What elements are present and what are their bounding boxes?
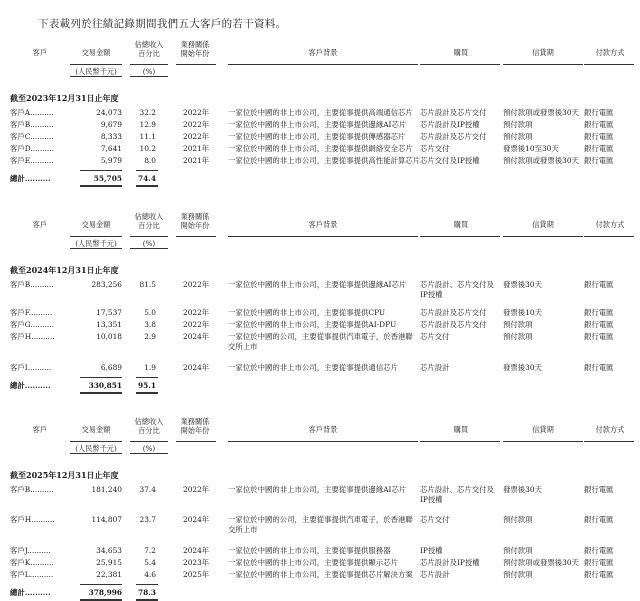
subtotal-rule (80, 584, 122, 585)
header-rule (130, 453, 168, 454)
header-rule (70, 236, 122, 237)
purchase-type: 芯片設計及芯片交付 (420, 132, 487, 141)
revenue-percent: 10.2 (139, 144, 156, 153)
credit-period: 發票後30天 (503, 485, 542, 494)
payment-method-header: 付款方式 (595, 48, 625, 57)
purchase-type: 芯片設計及IP授權 (420, 120, 480, 129)
revenue-percent: 4.6 (144, 570, 156, 579)
relationship-year-header: 業務關係開始年份 (180, 40, 210, 58)
purchase-header: 購買 (453, 48, 469, 57)
customer-background: 一家位於中國的非上市公司，主要從事提供服務器 (228, 546, 391, 555)
amount-header: 交易金額 (81, 48, 111, 57)
customer-header: 客戶 (32, 425, 48, 434)
relationship-start-year: 2022年 (183, 120, 210, 129)
customer-background: 一家位於中國的公司，主要從事提供汽車電子，於香港聯交所上市 (228, 332, 413, 351)
payment-method: 銀行電匯 (584, 515, 614, 524)
credit-period: 預付款項或發票後30天 (503, 558, 579, 567)
relationship-start-year: 2025年 (183, 570, 210, 579)
subtotal-rule (136, 377, 158, 378)
background-header: 客戶背景 (308, 220, 338, 229)
customer-background: 一家位於中國的非上市公司，主要從事提供高端通信芯片 (228, 108, 413, 117)
header-rule (176, 441, 216, 442)
intro-text: 下表載列於往績記錄期間我們五大客戶的若干資料。 (38, 18, 287, 30)
total-amount: 378,996 (88, 588, 122, 597)
customer-background: 一家位於中國的非上市公司，主要從事提供高性能計算芯片 (228, 156, 421, 165)
amount-unit: (人民幣千元) (75, 239, 117, 248)
customer-name: 客戶J.......... (10, 546, 51, 555)
customer-name: 客戶B.......... (10, 485, 54, 494)
customer-background: 一家位於中國的非上市公司，主要從事提供AI-DPU (228, 320, 397, 329)
customer-background: 一家位於中國的非上市公司，主要從事提供邊緣AI芯片 (228, 485, 407, 494)
header-rule (584, 64, 634, 65)
customer-background: 一家位於中國的非上市公司，主要從事提供網絡安全芯片 (228, 144, 413, 153)
total-label: 總計.......... (10, 381, 51, 390)
credit-period: 預付款項 (503, 570, 533, 579)
header-rule (70, 64, 122, 65)
total-double-rule (80, 392, 122, 394)
credit-period: 預付款項 (503, 132, 533, 141)
payment-method: 銀行電匯 (584, 144, 614, 153)
total-double-rule (136, 392, 158, 394)
total-double-rule (136, 185, 158, 187)
revenue-percent: 7.2 (144, 546, 156, 555)
revenue-percent: 37.4 (139, 485, 156, 494)
amount-unit: (人民幣千元) (75, 67, 117, 76)
revenue-percent: 1.9 (144, 363, 156, 372)
background-header: 客戶背景 (308, 48, 338, 57)
total-label: 總計.......... (10, 174, 51, 183)
purchase-type: 芯片交付及IP授權 (420, 156, 480, 165)
transaction-amount: 25,915 (96, 558, 122, 567)
credit-period-header: 信貸期 (532, 48, 554, 57)
credit-period: 預付款項 (503, 120, 533, 129)
relationship-start-year: 2022年 (183, 280, 210, 289)
header-rule (130, 441, 168, 442)
purchase-type: 芯片設計、芯片交付及IP授權 (420, 485, 494, 504)
payment-method: 銀行電匯 (584, 132, 614, 141)
customer-name: 客戶G.......... (10, 320, 54, 329)
customer-name: 客戶B.......... (10, 120, 54, 129)
customer-background: 一家位於中國的非上市公司，主要從事提供傳感器芯片 (228, 132, 406, 141)
customer-background: 一家位於中國的非上市公司，主要從事提供CPU (228, 308, 386, 317)
period-heading: 截至2024年12月31日止年度 (10, 265, 119, 275)
transaction-amount: 13,351 (96, 320, 122, 329)
customer-name: 客戶I.......... (10, 363, 52, 372)
subtotal-rule (136, 584, 158, 585)
payment-method: 銀行電匯 (584, 363, 614, 372)
transaction-amount: 5,979 (100, 156, 122, 165)
customer-background: 一家位於中國的公司，主要從事提供汽車電子，於香港聯交所上市 (228, 515, 413, 534)
header-rule (503, 64, 583, 65)
purchase-type: 芯片設計、芯片交付及IP授權 (420, 280, 494, 299)
customer-name: 客戶K.......... (10, 558, 54, 567)
header-rule (130, 236, 168, 237)
relationship-start-year: 2021年 (183, 156, 210, 165)
relationship-start-year: 2024年 (183, 515, 210, 524)
header-rule (228, 441, 418, 442)
purchase-type: 芯片設計 (420, 363, 450, 372)
purchase-header: 購買 (453, 425, 469, 434)
credit-period: 發票後10天 (503, 308, 542, 317)
header-rule (584, 236, 634, 237)
transaction-amount: 24,073 (96, 108, 122, 117)
relationship-start-year: 2022年 (183, 485, 210, 494)
background-header: 客戶背景 (308, 425, 338, 434)
payment-method-header: 付款方式 (595, 425, 625, 434)
relationship-year-header: 業務關係開始年份 (180, 212, 210, 230)
relationship-start-year: 2022年 (183, 320, 210, 329)
credit-period: 預付款項或發票後30天 (503, 108, 579, 117)
transaction-amount: 181,240 (91, 485, 122, 494)
customer-background: 一家位於中國的非上市公司，主要從事提供顯示芯片 (228, 558, 398, 567)
customer-name: 客戶B.......... (10, 280, 54, 289)
relationship-start-year: 2022年 (183, 132, 210, 141)
customer-background: 一家位於中國的非上市公司，主要從事提供邊緣AI芯片 (228, 120, 407, 129)
header-rule (228, 64, 418, 65)
relationship-start-year: 2022年 (183, 108, 210, 117)
revenue-percent: 5.0 (144, 308, 156, 317)
credit-period: 發票後30天 (503, 363, 542, 372)
percent-unit: (%) (142, 67, 156, 76)
revenue-percent: 12.9 (139, 120, 156, 129)
customer-name: 客戶F.......... (10, 308, 53, 317)
header-rule (130, 64, 168, 65)
total-amount: 55,705 (93, 174, 122, 183)
revenue-percent: 11.1 (139, 132, 156, 141)
purchase-type: 芯片設計及芯片交付 (420, 308, 487, 317)
revenue-percent: 23.7 (139, 515, 156, 524)
relationship-start-year: 2024年 (183, 332, 210, 341)
subtotal-rule (80, 377, 122, 378)
revenue-percent: 32.2 (139, 108, 156, 117)
purchase-type: IP授權 (420, 546, 443, 555)
payment-method: 銀行電匯 (584, 308, 614, 317)
payment-method: 銀行電匯 (584, 558, 614, 567)
customer-name: 客戶D.......... (10, 144, 54, 153)
revenue-percent: 81.5 (139, 280, 156, 289)
header-rule (228, 236, 418, 237)
purchase-type: 芯片交付 (420, 332, 450, 341)
purchase-type: 芯片設計及IP授權 (420, 558, 480, 567)
purchase-type: 芯片設計 (420, 570, 450, 579)
revenue-percent: 2.9 (144, 332, 156, 341)
purchase-type: 芯片設計及芯片交付 (420, 320, 487, 329)
subtotal-rule (80, 170, 122, 171)
header-rule (70, 453, 122, 454)
transaction-amount: 9,679 (100, 120, 122, 129)
credit-period: 發票後10至30天 (503, 144, 559, 153)
relationship-start-year: 2024年 (183, 363, 210, 372)
transaction-amount: 7,641 (100, 144, 122, 153)
purchase-type: 芯片交付 (420, 144, 450, 153)
payment-method-header: 付款方式 (595, 220, 625, 229)
credit-period: 預付款項 (503, 320, 533, 329)
customer-name: 客戶H.......... (10, 332, 55, 341)
header-rule (503, 441, 583, 442)
customer-name: 客戶H.......... (10, 515, 55, 524)
relationship-start-year: 2021年 (183, 144, 210, 153)
relationship-start-year: 2023年 (183, 558, 210, 567)
subtotal-rule (136, 170, 158, 171)
revenue-percent-header: 佔總收入百分比 (134, 417, 164, 435)
revenue-percent-header: 佔總收入百分比 (134, 212, 164, 230)
customer-background: 一家位於中國的非上市公司，主要從事提供通信芯片 (228, 363, 398, 372)
purchase-type: 芯片設計及芯片交付 (420, 108, 487, 117)
header-rule (70, 441, 122, 442)
transaction-amount: 114,807 (91, 515, 122, 524)
header-rule (70, 76, 122, 77)
credit-period-header: 信貸期 (532, 220, 554, 229)
customer-name: 客戶C.......... (10, 132, 54, 141)
payment-method: 銀行電匯 (584, 546, 614, 555)
header-rule (584, 441, 634, 442)
relationship-start-year: 2024年 (183, 546, 210, 555)
payment-method: 銀行電匯 (584, 108, 614, 117)
payment-method: 銀行電匯 (584, 120, 614, 129)
transaction-amount: 10,018 (96, 332, 122, 341)
credit-period-header: 信貸期 (532, 425, 554, 434)
customer-name: 客戶A.......... (10, 108, 54, 117)
transaction-amount: 6,689 (100, 363, 122, 372)
header-rule (70, 248, 122, 249)
total-double-rule (80, 185, 122, 187)
percent-unit: (%) (142, 444, 156, 453)
total-percent: 78.3 (137, 588, 156, 597)
header-rule (420, 64, 500, 65)
total-amount: 330,851 (88, 381, 122, 390)
payment-method: 銀行電匯 (584, 570, 614, 579)
transaction-amount: 17,537 (96, 308, 122, 317)
revenue-percent: 5.4 (144, 558, 156, 567)
total-percent: 95.1 (137, 381, 156, 390)
header-rule (420, 236, 500, 237)
credit-period: 發票後30天 (503, 280, 542, 289)
amount-header: 交易金額 (81, 220, 111, 229)
period-heading: 截至2025年12月31日止年度 (10, 470, 119, 480)
revenue-percent-header: 佔總收入百分比 (134, 40, 164, 58)
header-rule (503, 236, 583, 237)
amount-unit: (人民幣千元) (75, 444, 117, 453)
customer-header: 客戶 (32, 48, 48, 57)
payment-method: 銀行電匯 (584, 320, 614, 329)
payment-method: 銀行電匯 (584, 485, 614, 494)
payment-method: 銀行電匯 (584, 156, 614, 165)
header-rule (130, 248, 168, 249)
revenue-percent: 3.8 (144, 320, 156, 329)
transaction-amount: 8,333 (100, 132, 122, 141)
amount-header: 交易金額 (81, 425, 111, 434)
header-rule (176, 64, 216, 65)
total-percent: 74.4 (137, 174, 156, 183)
customer-background: 一家位於中國的非上市公司，主要從事提供芯片解決方案 (228, 570, 413, 579)
credit-period: 預付款項 (503, 332, 533, 341)
purchase-type: 芯片交付 (420, 515, 450, 524)
customer-name: 客戶E.......... (10, 156, 54, 165)
customer-name: 客戶L.......... (10, 570, 54, 579)
header-rule (420, 441, 500, 442)
transaction-amount: 34,653 (96, 546, 122, 555)
relationship-start-year: 2022年 (183, 308, 210, 317)
transaction-amount: 283,256 (91, 280, 122, 289)
header-rule (176, 236, 216, 237)
credit-period: 預付款項 (503, 546, 533, 555)
credit-period: 預付款項 (503, 515, 533, 524)
payment-method: 銀行電匯 (584, 332, 614, 341)
header-rule (130, 76, 168, 77)
percent-unit: (%) (142, 239, 156, 248)
payment-method: 銀行電匯 (584, 280, 614, 289)
revenue-percent: 8.0 (144, 156, 156, 165)
period-heading: 截至2023年12月31日止年度 (10, 93, 119, 103)
customer-background: 一家位於中國的非上市公司，主要從事提供邊緣AI芯片 (228, 280, 407, 289)
transaction-amount: 22,381 (96, 570, 122, 579)
total-label: 總計.......... (10, 588, 51, 597)
purchase-header: 購買 (453, 220, 469, 229)
relationship-year-header: 業務關係開始年份 (180, 417, 210, 435)
credit-period: 預付款項或發票後30天 (503, 156, 579, 165)
customer-header: 客戶 (32, 220, 48, 229)
